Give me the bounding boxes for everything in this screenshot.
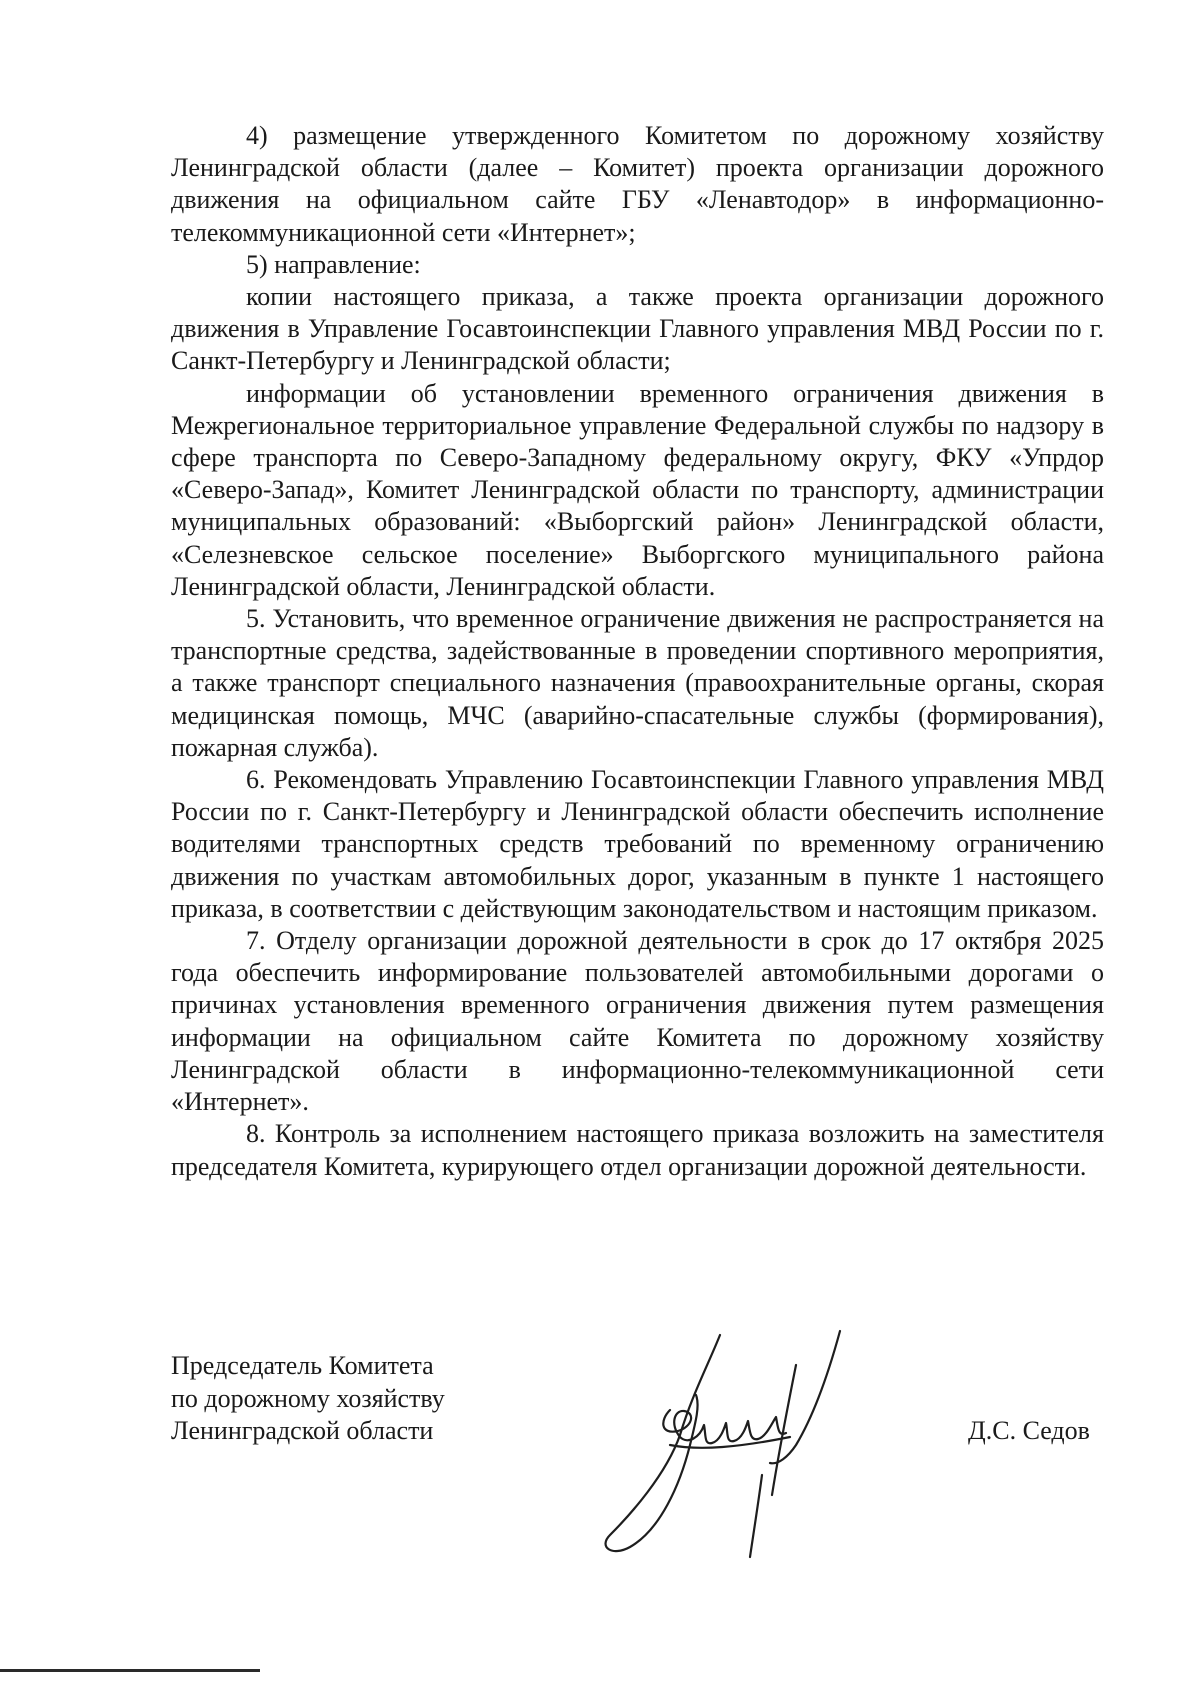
signatory-title xyxy=(171,1350,445,1448)
signatory-title-line-2: по дорожному хозяйству xyxy=(171,1383,445,1413)
paragraph-item-4-placement: 4) размещение утвержденного Комитетом по дорожному хозяйству Ленинградской области (далее – Комитет) проекта организации дорожного движения на официальном сайте ГБУ «Ленавтодор» в информационно-телекоммуникационной сети «Интернет»; xyxy=(171,121,1104,247)
paragraph-point-5-exemptions: 5. Установить, что временное ограничение движения не распространяется на транспортные средства, задействованные в проведении спортивного мероприятия, а также транспорт специального назначения (правоохранительные органы, скорая медицинская помощь, МЧС (аварийно-спасательные службы (формирования), пожарная служба). xyxy=(171,604,1104,762)
signatory-title-line-3: Ленинградской области xyxy=(171,1416,434,1445)
paragraph-point-6-recommendation: 6. Рекомендовать Управлению Госавтоинспекции Главного управления МВД России по г. Санкт-Петербургу и Ленинградской области обеспечить исполнение водителями транспортных средств требований по временному ограничению движения по участкам автомобильных дорог, указанным в пункте 1 настоящего приказа, в соответствии с действующим законодательством и настоящим приказом. xyxy=(171,765,1104,923)
paragraph-copies-of-order: копии настоящего приказа, а также проекта организации дорожного движения в Управление Госавтоинспекции Главного управления МВД России по г. Санкт-Петербургу и Ленинградской области; xyxy=(171,282,1104,376)
signatory-title-line-1: Председатель Комитета xyxy=(171,1351,434,1380)
paragraph-restriction-information: информации об установлении временного ограничения движения в Межрегиональное территориальное управление Федеральной службы по надзору в сфере транспорта по Северо-Западному федеральному округу, ФКУ «Упрдор «Северо-Запад», Комитет Ленинградской области по транспорту, администрации муниципальных образований: «Выборгский район» Ленинградской области, «Селезневское сельское поселение» Выборгского муниципального района Ленинградской области, Ленинградской области. xyxy=(171,378,1104,601)
handwritten-signature xyxy=(600,1325,920,1565)
scan-edge-line xyxy=(0,1669,260,1672)
paragraph-point-8-control: 8. Контроль за исполнением настоящего приказа возложить на заместителя председателя Комитета, курирующего отдел организации дорожной деятельности. xyxy=(171,1119,1104,1181)
paragraph-point-7-informing: 7. Отделу организации дорожной деятельности в срок до 17 октября 2025 года обеспечить информирование пользователей автомобильными дорогами о причинах установления временного ограничения движения путем размещения информации на официальном сайте Комитета по дорожному хозяйству Ленинградской области в информационно-телекоммуникационной сети «Интернет». xyxy=(171,926,1104,1117)
paragraph-item-5-direction: 5) направление: xyxy=(246,249,421,279)
document-body xyxy=(171,120,1104,1183)
signatory-name: Д.С. Седов xyxy=(968,1416,1090,1445)
